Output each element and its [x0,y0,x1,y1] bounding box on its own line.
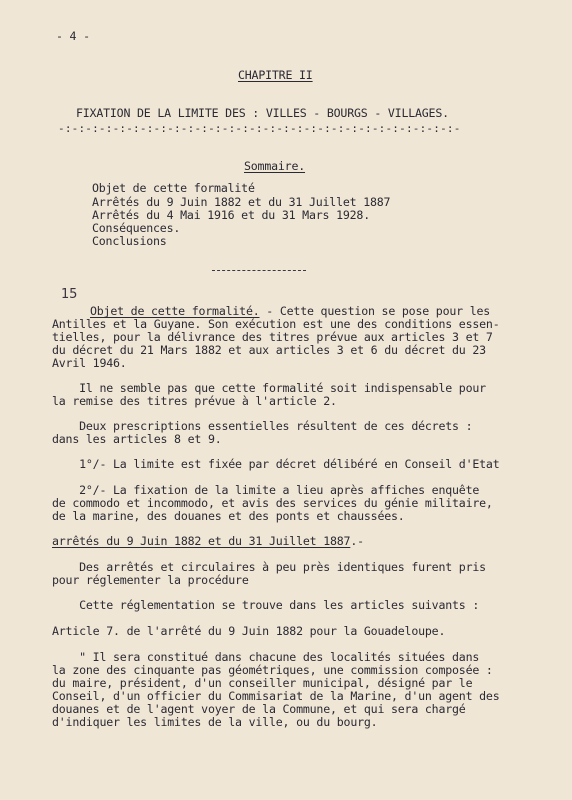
arretes-heading: arrêtés du 9 Juin 1882 et du 31 Juillet 1887 [52,534,351,548]
paragraph-line: Cette réglementation se trouve dans les articles suivants : [52,598,480,612]
separator-line: -:-:-:-:-:-:-:-:-:-:-:-:-:-:-:-:-:-:-:-:-:-:-:-:-:-:-:-:-:- [58,122,461,135]
objet-line: Avril 1946. [52,356,127,370]
article-line: Article 7. de l'arrêté du 9 Juin 1882 pour la Gouadeloupe. [52,624,446,638]
sommaire-item: Conclusions [92,234,167,248]
objet-heading: Objet de cette formalité. [90,304,260,318]
objet-line: - Cette question se pose pour les [259,304,491,318]
quote-line: " Il sera constitué dans chacune des localités situées dans [52,650,480,664]
arretes-heading-suffix: .- [350,534,364,548]
objet-line: Antilles et la Guyane. Son exécution est une des conditions essen- [52,317,500,331]
sommaire-item: Conséquences. [92,221,181,235]
paragraph-line: 1°/- La limite est fixée par décret délibéré en Conseil d'Etat [52,457,500,471]
quote-line: d'indiquer les limites de la ville, ou du bourg. [52,715,378,729]
quote-line: Conseil, d'un officier du Commisariat de la Marine, d'un agent des [52,689,500,703]
sommaire-item: Arrêtés du 9 Juin 1882 et du 31 Juillet 1887 [92,195,391,209]
sommaire-item: Objet de cette formalité [92,181,255,195]
paragraph-line: pour réglementer la procédure [52,573,249,587]
chapter-title: CHAPITRE II [238,68,313,82]
quote-line: douanes et de l'agent voyer de la Commune, et qui sera chargé [52,702,466,716]
sommaire-heading: Sommaire. [244,159,306,173]
sommaire-item: Arrêtés du 4 Mai 1916 et du 31 Mars 1928. [92,208,370,222]
paragraph-line: la remise des titres prévue à l'article 2. [52,394,337,408]
paragraph-line: de la marine, des douanes et des ponts et chaussées. [52,509,405,523]
quote-line: du maire, président, d'un conseiller municipal, désigné par le [52,676,473,690]
paragraph-line: Des arrêtés et circulaires à peu près identiques furent pris [52,560,486,574]
paragraph-line: de commodo et incommodo, et avis des services du génie militaire, [52,496,493,510]
paragraph-line: Deux prescriptions essentielles résultent de ces décrets : [52,419,473,433]
section-title: FIXATION DE LA LIMITE DES : VILLES - BOURGS - VILLAGES. [76,106,449,120]
paragraph-line: 2°/- La fixation de la limite a lieu après affiches enquête [52,483,480,497]
arretes-heading-line [52,535,364,548]
margin-number: 15 [61,287,78,302]
paragraph-line: dans les articles 8 et 9. [52,432,222,446]
paragraph-line: Il ne semble pas que cette formalité soit indispensable pour [52,381,486,395]
page-number: - 4 - [56,29,90,43]
objet-line: tielles, pour la délivrance des titres prévue aux articles 3 et 7 [52,330,493,344]
objet-line: du décret du 21 Mars 1882 et aux articles 3 et 6 du décret du 23 [52,343,486,357]
divider [212,270,306,272]
quote-line: la zone des cinquante pas géométriques, une commission composée : [52,663,493,677]
